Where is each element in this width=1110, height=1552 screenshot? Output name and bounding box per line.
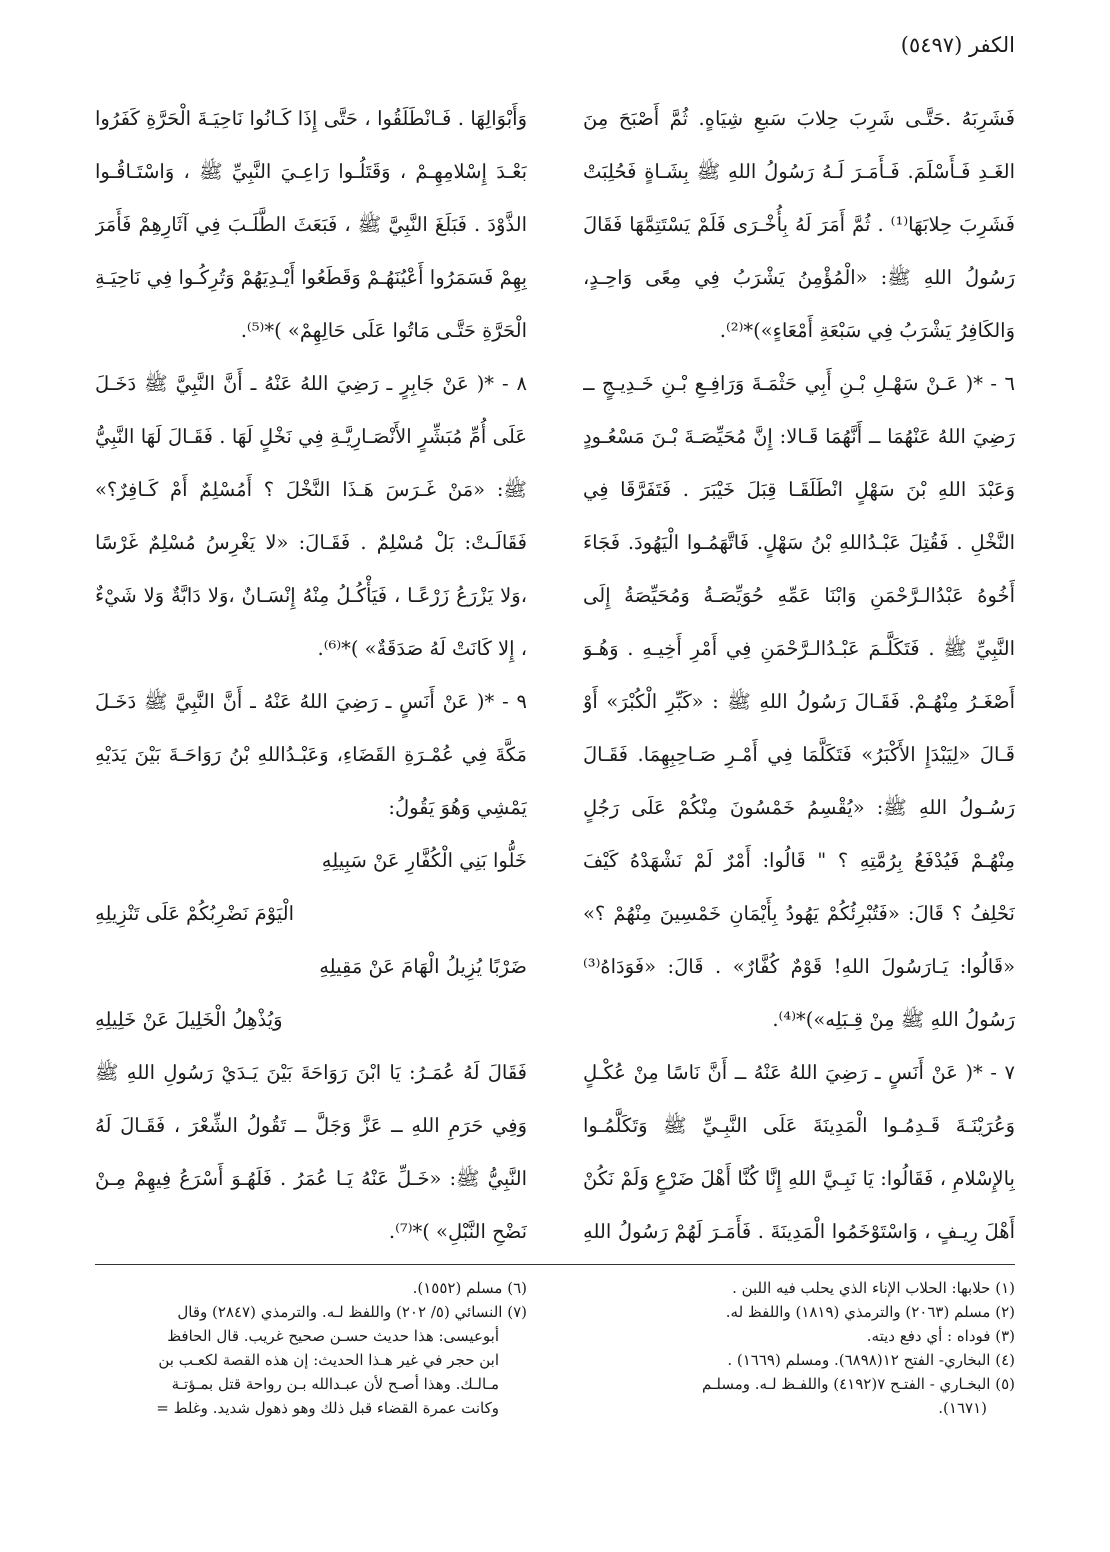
hadith-9-end: فَقَالَ لَهُ عُمَـرُ: يَا ابْنَ رَوَاحَةَ بَيْنَ يَـدَيْ رَسُولِ اللهِ ﷺ وَفِي حَرَمِ اللهِ ــ عَزَّ وَجَلَّ ــ تَقُولُ الشِّعْرَ ، فَقَـالَ لَهُ النَّبِيُّ ﷺ: «خَـلِّ عَنْهُ يَـا عُمَرُ . فَلَهُـوَ أَسْرَعُ فِيهِمْ مِـنْ نَضْحِ النَّبْلِ» )*⁽⁷⁾. [95,1061,527,1243]
footnote-7-cont-4: وكانت عمرة القضاء قبل ذلك وهو ذهول شديد. وغلط = [156,1399,499,1417]
verse-line-2: الْيَوْمَ نَضْرِبُكُمْ عَلَى تَنْزِيلِهِ [95,902,295,925]
main-text [95,92,1015,1252]
verse-line-1: خَلُّوا بَنِي الْكُفَّارِ عَنْ سَبِيلِهِ [321,849,527,872]
footnote-3: (٣) فوداه : أي دفع ديته. [866,1327,1015,1345]
footnote-6: (٦) مسلم (١٥٥٢). [412,1279,527,1297]
page-header [95,28,1015,62]
hadith-9: ٩ - *( عَنْ أَنَسٍ ـ رَضِيَ اللهُ عَنْهُ ـ أَنَّ النَّبِيَّ ﷺ دَخَـلَ مَكَّةَ فِي عُمْـرَةِ القَضَاءِ، وَعَبْـدُاللهِ بْنُ رَوَاحَـةَ بَيْنَ يَدَيْهِ يَمْشِي وَهُوَ يَقُولُ: [95,690,527,819]
hadith-6: ٦ - *( عَـنْ سَهْـلِ بْـنِ أَبِي حَثْمَـةَ وَرَافِـعِ بْـنِ خَـدِيـجٍ ــ رَضِيَ اللهُ عَنْهُمَا ــ أَنَّهُمَا قَـالا: إِنَّ مُحَيِّصَـةَ بْـنَ مَسْعُـودٍ وَعَبْدَ اللهِ بْنَ سَهْلٍ انْطَلَقَـا قِبَلَ خَيْبَرَ . فَتَفَرَّقَا فِي النَّخْلِ . فَقُتِلَ عَبْـدُاللهِ بْنُ سَهْلٍ. فَاتَّهَمُـوا الْيَهُودَ. فَجَاءَ أَخُوهُ عَبْدُالـرَّحْمَنِ وَابْنَا عَمِّهِ حُوَيِّصَـةُ وَمُحَيِّصَةُ إِلَى النَّبِيِّ ﷺ . فَتَكَلَّـمَ عَبْـدُالـرَّحْمَنِ فِي أَمْرِ أَخِيـهِ . وَهُـوَ أَصْغَـرُ مِنْهُـمْ. فَقَـالَ رَسُولُ اللهِ ﷺ : «كَبِّرِ الْكُبْرَ» أَوْ قَـالَ «لِيَبْدَإِ الأَكْبَرُ» فَتَكَلَّمَا فِي أَمْـرِ صَـاحِبِهِمَا. فَقَـالَ رَسُـولُ اللهِ ﷺ: «يُقْسِمُ خَمْسُونَ مِنْكُمْ عَلَى رَجُلٍ مِنْهُـمْ فَيُدْفَعُ بِرُمَّتِهِ ؟ " قَالُوا: أَمْرٌ لَمْ نَشْهَدْهُ كَيْفَ نَحْلِفُ ؟ قَالَ: «فَتُبْرِئُكُمْ يَهُودُ بِأَيْمَانِ خَمْسِينَ مِنْهُمْ ؟» «قَالُوا: يَـارَسُولَ اللهِ! قَوْمٌ كُفَّارٌ» . قَالَ: «فَوَدَاهُ⁽³⁾ رَسُولُ اللهِ ﷺ مِنْ قِـبَلِه»)*⁽⁴⁾. [583,372,1015,1031]
right-column [583,92,1015,1252]
hadith-7: ٧ - *( عَنْ أَنَسٍ ـ رَضِيَ اللهُ عَنْهُ ــ أَنَّ نَاسًا مِنْ عُكْـلٍ وَعُرَيْنَـةَ قَـدِمُـوا الْمَدِينَةَ عَلَى النَّبِـيِّ ﷺ وَتَكَلَّمُـوا بِالإِسْلامِ ، فَقَالُوا: يَا نَبِـيَّ اللهِ إِنَّا كُنَّا أَهْلَ ضَرْعٍ وَلَمْ نَكُنْ أَهْلَ رِيـفٍ ، وَاسْتَوْخَمُوا الْمَدِينَةَ . فَأَمَـرَ لَهُمْ رَسُولُ اللهِ [583,1061,1015,1243]
footnote-5: (٥) البخـاري - الفتـح ٧(٤١٩٢) واللفـظ لـه. ومسلـم [701,1375,1015,1393]
footnote-7-cont-3: مـالـك. وهذا أصـح لأن عبـدالله بـن رواحة قتل بمـؤتـة [171,1375,499,1393]
footnote-7-cont-2: ابن حجر في غير هـذا الحديث: إن هذه القصة لكعـب بن [158,1351,499,1369]
footnotes-left [95,1276,527,1506]
footnote-1: (١) حلابها: الحلاب الإناء الذي يحلب فيه اللبن . [732,1279,1015,1297]
footnote-7-cont-1: أبوعيسى: هذا حديث حسـن صحيح غريب. قال الحافظ [167,1327,499,1345]
footnote-7: (٧) النسائي (٥/ ٢٠٢) واللفظ لـه. والترمذي (٢٨٤٧) وقال [177,1303,527,1321]
verse-line-4: وَيُذْهِلُ الْخَلِيلَ عَنْ خَلِيلِهِ [95,1008,283,1031]
footnotes-right [583,1276,1015,1506]
footnotes [95,1276,1015,1506]
footnote-2: (٢) مسلم (٢٠٦٣) والترمذي (١٨١٩) واللفظ له. [725,1303,1015,1321]
footnote-4: (٤) البخاري- الفتح ١٢(٦٨٩٨). ومسلم (١٦٦٩) . [727,1351,1015,1369]
hadith-7-end: وَأَبْوَالِهَا . فَـانْطَلَقُوا ، حَتَّى إِذَا كَـانُوا نَاحِيَـةَ الْحَرَّةِ كَفَرُوا بَعْـدَ إِسْلامِهِـمْ ، وَقَتَلُـوا رَاعِـيَ النَّبِيِّ ﷺ ، وَاسْتَـاقُـوا الذَّوْدَ . فَبَلَغَ النَّبِيَّ ﷺ ، فَبَعَثَ الطَّلَـبَ فِي آثَارِهِمْ فَأَمَرَ بِهِمْ فَسَمَرُوا أَعْيُنَهُـمْ وَقَطَعُوا أَيْـدِيَهُمْ وَتُرِكُـوا فِي نَاحِيَـةِ الْحَرَّةِ حَتَّـى مَاتُوا عَلَى حَالِهِمْ» )*⁽⁵⁾. [95,107,527,342]
left-column [95,92,527,1252]
running-title: الكفر (٥٤٩٧) [900,33,1015,57]
hadith-8: ٨ - *( عَنْ جَابِرٍ ـ رَضِيَ اللهُ عَنْهُ ـ أَنَّ النَّبِيَّ ﷺ دَخَـلَ عَلَى أُمِّ مُبَشِّرٍ الأَنْصَـارِيَّـةِ فِي نَخْلٍ لَهَا . فَقَـالَ لَهَا النَّبِيُّ ﷺ: «مَنْ غَـرَسَ هَـذَا النَّخْلَ ؟ أَمُسْلِمٌ أَمْ كَـافِرٌ؟» فَقَالَـتْ: بَلْ مُسْلِمٌ . فَقَـالَ: «لا يَغْرِسُ مُسْلِمٌ غَرْسًا ،وَلا يَزْرَعُ زَرْعًـا ، فَيَأْكُـلُ مِنْهُ إِنْسَـانٌ ،وَلا دَابَّةٌ وَلا شَيْءٌ ، إِلا كَانَتْ لَهُ صَدَقَةٌ» )*⁽⁶⁾. [95,372,527,660]
verse-line-3: ضَرْبًا يُزِيلُ الْهَامَ عَنْ مَقِيلِهِ [319,955,527,978]
footnote-5-cont: (١٦٧١). [938,1399,987,1417]
paragraph-5-end: فَشَرِبَهُ .حَتَّـى شَرِبَ حِلابَ سَبعِ شِيَاهٍ. ثُمَّ أَصْبَحَ مِنَ الغَـدِ فَـأَسْلَمَ. فَـأَمَـرَ لَـهُ رَسُولُ اللهِ ﷺ بِشَـاةٍ فَحُلِبَتْ فَشَرِبَ حِلابَهَا⁽¹⁾ . ثُمَّ أَمَرَ لَهُ بِأُخْـرَى فَلَمْ يَسْتَتِمَّهَا فَقَالَ رَسُولُ اللهِ ﷺ: «الْمُؤْمِنُ يَشْرَبُ فِي مِعًى وَاحِـدٍ، وَالكَافِرُ يَشْرَبُ فِي سَبْعَةِ أَمْعَاءٍ»)*⁽²⁾. [583,107,1015,342]
footnote-divider [95,1264,1015,1265]
